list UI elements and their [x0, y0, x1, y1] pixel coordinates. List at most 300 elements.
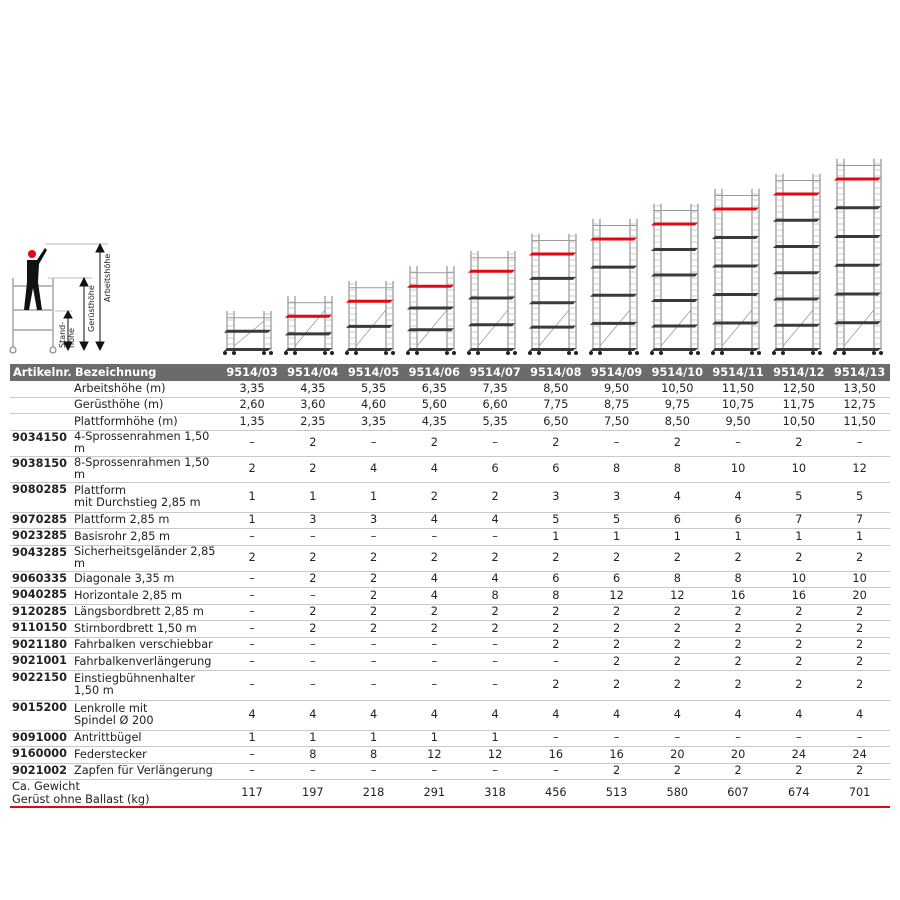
wheel-icon [720, 351, 724, 355]
quantity-cell: 2,35 [282, 414, 343, 431]
article-number: 9040285 [10, 588, 72, 605]
quantity-cell: – [222, 431, 283, 457]
article-number: 9022150 [10, 671, 72, 701]
arbeitshoehe-label: Arbeitshöhe [103, 253, 112, 302]
quantity-cell: 2 [768, 671, 829, 701]
platform [590, 294, 637, 297]
quantity-cell: 2 [768, 546, 829, 572]
quantity-cell: 4 [222, 701, 283, 731]
table-row [10, 546, 890, 572]
wheel-icon [659, 351, 663, 355]
quantity-cell: 11,75 [768, 398, 829, 415]
wheel-icon [384, 351, 388, 355]
wheel-icon [842, 351, 846, 355]
quantity-cell: 2 [647, 546, 708, 572]
quantity-cell: 5,35 [465, 414, 526, 431]
platform [468, 297, 515, 300]
quantity-cell: 2 [465, 546, 526, 572]
quantity-cell: 8 [343, 747, 404, 764]
quantity-cell: 2 [768, 621, 829, 638]
quantity-cell: 1 [586, 529, 647, 546]
weight-cell: 218 [343, 780, 404, 808]
quantity-cell: 2 [708, 654, 769, 671]
top-platform [468, 270, 515, 273]
header-bezeichnung: Bezeichnung [72, 364, 222, 381]
wheel-icon [711, 351, 715, 355]
quantity-cell: 2 [465, 621, 526, 638]
part-name: Basisrohr 2,85 m [72, 529, 222, 546]
table-row [10, 414, 890, 431]
wheel-icon [513, 351, 517, 355]
quantity-cell: 2 [404, 621, 465, 638]
table-row [10, 764, 890, 781]
article-number: 9043285 [10, 546, 72, 572]
quantity-cell: 20 [647, 747, 708, 764]
quantity-cell: 2 [586, 638, 647, 655]
quantity-cell: – [282, 764, 343, 781]
quantity-cell: 2 [586, 764, 647, 781]
scaffold-illustrations [0, 150, 900, 360]
quantity-cell: 2 [282, 546, 343, 572]
quantity-cell: 1 [768, 529, 829, 546]
quantity-cell: 4 [829, 701, 890, 731]
table-row [10, 513, 890, 530]
quantity-cell: – [404, 671, 465, 701]
quantity-cell: – [222, 605, 283, 622]
quantity-cell: 2 [829, 605, 890, 622]
quantity-cell: – [465, 638, 526, 655]
quantity-cell: 2 [708, 638, 769, 655]
quantity-cell: 8 [282, 747, 343, 764]
part-name: Sicherheitsgeländer 2,85 m [72, 546, 222, 572]
wheel-icon [293, 351, 297, 355]
quantity-cell: 2 [647, 431, 708, 457]
quantity-cell: – [708, 731, 769, 748]
platform [651, 274, 698, 277]
quantity-cell: 6 [525, 457, 586, 483]
quantity-cell: 2 [343, 546, 404, 572]
quantity-cell: – [465, 764, 526, 781]
header-model: 9514/05 [343, 364, 404, 381]
quantity-cell: – [465, 529, 526, 546]
quantity-cell: 11,50 [829, 414, 890, 431]
platform [407, 328, 454, 331]
article-number: 9015200 [10, 701, 72, 731]
quantity-cell: 16 [586, 747, 647, 764]
part-name: Stirnbordbrett 1,50 m [72, 621, 222, 638]
platform [712, 322, 759, 325]
quantity-cell: 8,50 [647, 414, 708, 431]
scaffold-drawing [833, 159, 883, 355]
article-number: 9021002 [10, 764, 72, 781]
quantity-cell: 8 [586, 457, 647, 483]
quantity-cell: 10,75 [708, 398, 769, 415]
top-platform [285, 315, 332, 318]
quantity-cell: 7,75 [525, 398, 586, 415]
quantity-cell: 3 [282, 513, 343, 530]
platform [773, 271, 820, 274]
scaffold-drawing [650, 204, 700, 355]
table-row [10, 572, 890, 589]
quantity-cell: 2 [647, 638, 708, 655]
quantity-cell: 3,60 [282, 398, 343, 415]
article-number: 9060335 [10, 572, 72, 589]
quantity-cell: 2 [829, 621, 890, 638]
quantity-cell: – [222, 638, 283, 655]
table-row [10, 588, 890, 605]
quantity-cell: 1 [465, 731, 526, 748]
quantity-cell: – [465, 671, 526, 701]
wheel-icon [635, 351, 639, 355]
header-model: 9514/07 [465, 364, 526, 381]
quantity-cell: 2 [829, 764, 890, 781]
top-platform [590, 238, 637, 241]
header-model: 9514/12 [768, 364, 829, 381]
quantity-cell: 3 [586, 483, 647, 513]
quantity-cell: 1 [647, 529, 708, 546]
quantity-cell: 12,50 [768, 381, 829, 398]
quantity-cell: 16 [525, 747, 586, 764]
part-name: Gerüsthöhe (m) [72, 398, 222, 415]
table-row [10, 529, 890, 546]
quantity-cell: 1 [282, 731, 343, 748]
wheel-icon [598, 351, 602, 355]
table-row [10, 605, 890, 622]
quantity-cell: 6 [708, 513, 769, 530]
table-row [10, 731, 890, 748]
wheel-icon [223, 351, 227, 355]
quantity-cell: 11,50 [708, 381, 769, 398]
wheel-icon [628, 351, 632, 355]
table-row [10, 457, 890, 483]
quantity-cell: 4 [708, 483, 769, 513]
quantity-cell: 4 [647, 701, 708, 731]
wheel-icon [262, 351, 266, 355]
quantity-cell: 2 [768, 431, 829, 457]
quantity-cell: 16 [768, 588, 829, 605]
quantity-cell: 10,50 [768, 414, 829, 431]
quantity-cell: 2 [282, 605, 343, 622]
quantity-cell: – [282, 638, 343, 655]
quantity-cell: 4 [404, 572, 465, 589]
quantity-cell: 2 [404, 605, 465, 622]
platform [773, 219, 820, 222]
quantity-cell: – [768, 731, 829, 748]
platform [651, 299, 698, 302]
quantity-cell: 9,50 [586, 381, 647, 398]
quantity-cell: 6,35 [404, 381, 465, 398]
part-name: Plattformhöhe (m) [72, 414, 222, 431]
wheel-icon [567, 351, 571, 355]
quantity-cell: – [465, 654, 526, 671]
quantity-cell: – [829, 731, 890, 748]
part-name: Plattform 2,85 m [72, 513, 222, 530]
quantity-cell: 1 [222, 513, 283, 530]
quantity-cell: 8 [465, 588, 526, 605]
platform [590, 322, 637, 325]
wheel-icon [589, 351, 593, 355]
wheel-icon [811, 351, 815, 355]
top-platform [834, 178, 881, 181]
header-model: 9514/08 [525, 364, 586, 381]
quantity-cell: 8 [708, 572, 769, 589]
wheel-icon [345, 351, 349, 355]
part-name: Federstecker [72, 747, 222, 764]
table-header [10, 364, 890, 381]
part-name: Diagonale 3,35 m [72, 572, 222, 589]
platform [834, 321, 881, 324]
quantity-cell: 7,35 [465, 381, 526, 398]
part-name: Horizontale 2,85 m [72, 588, 222, 605]
table-row [10, 483, 890, 513]
wheel-icon [406, 351, 410, 355]
top-platform [529, 253, 576, 256]
quantity-cell: 12 [647, 588, 708, 605]
quantity-cell: 2 [343, 572, 404, 589]
quantity-cell: – [586, 731, 647, 748]
quantity-cell: 4 [404, 701, 465, 731]
wheel-icon [818, 351, 822, 355]
quantity-cell: 6 [647, 513, 708, 530]
platform [834, 235, 881, 238]
quantity-cell: 8 [647, 572, 708, 589]
quantity-cell: – [222, 529, 283, 546]
quantity-cell: 2 [647, 621, 708, 638]
table-row [10, 398, 890, 415]
quantity-cell: – [708, 431, 769, 457]
quantity-cell: 2 [465, 605, 526, 622]
quantity-cell: 8 [525, 588, 586, 605]
quantity-cell: 2 [647, 605, 708, 622]
quantity-cell: 2 [282, 572, 343, 589]
quantity-cell: 10 [768, 572, 829, 589]
quantity-cell: 2 [282, 457, 343, 483]
quantity-cell: 4,35 [404, 414, 465, 431]
wheel-icon [284, 351, 288, 355]
quantity-cell: 4,35 [282, 381, 343, 398]
quantity-cell: 1 [404, 731, 465, 748]
quantity-cell: 2 [525, 431, 586, 457]
wheel-icon [537, 351, 541, 355]
quantity-cell: – [222, 747, 283, 764]
quantity-cell: 2 [708, 546, 769, 572]
weight-cell: 117 [222, 780, 283, 808]
quantity-cell: 8,75 [586, 398, 647, 415]
quantity-cell: 2 [708, 621, 769, 638]
wheel-icon [696, 351, 700, 355]
part-name: Lenkrolle mit Spindel Ø 200 [72, 701, 222, 731]
quantity-cell: 2 [768, 654, 829, 671]
quantity-cell: 2 [465, 483, 526, 513]
quantity-cell: 6,60 [465, 398, 526, 415]
quantity-cell: 3 [525, 483, 586, 513]
article-number: 9091000 [10, 731, 72, 748]
quantity-cell: – [282, 654, 343, 671]
article-number: 9021001 [10, 654, 72, 671]
table-row [10, 654, 890, 671]
weight-row [10, 780, 890, 808]
quantity-cell: 6 [525, 572, 586, 589]
quantity-cell: 24 [768, 747, 829, 764]
header-model: 9514/06 [404, 364, 465, 381]
quantity-cell: 2 [525, 605, 586, 622]
table-row [10, 671, 890, 701]
wheel-icon [391, 351, 395, 355]
platform [834, 293, 881, 296]
quantity-cell: – [525, 654, 586, 671]
quantity-cell: 2 [647, 671, 708, 701]
table-row [10, 621, 890, 638]
platform [712, 236, 759, 239]
quantity-cell: 2 [525, 638, 586, 655]
quantity-cell: 2 [343, 621, 404, 638]
quantity-cell: 2 [282, 621, 343, 638]
quantity-cell: 2 [647, 654, 708, 671]
quantity-cell: 2 [343, 605, 404, 622]
quantity-cell: 6,50 [525, 414, 586, 431]
scaffold-drawing [223, 311, 273, 355]
quantity-cell: – [343, 764, 404, 781]
wheel-icon [354, 351, 358, 355]
platform [712, 293, 759, 296]
quantity-cell: 2 [586, 671, 647, 701]
platform [773, 298, 820, 301]
part-name: Fahrbalken verschiebbar [72, 638, 222, 655]
quantity-cell: 1 [343, 483, 404, 513]
wheel-icon [574, 351, 578, 355]
quantity-cell: 4 [343, 457, 404, 483]
quantity-cell: 1 [282, 483, 343, 513]
quantity-cell: – [222, 572, 283, 589]
quantity-cell: 5 [586, 513, 647, 530]
platform [712, 265, 759, 268]
top-platform [712, 208, 759, 211]
quantity-cell: – [343, 529, 404, 546]
quantity-cell: 2 [343, 588, 404, 605]
parts-table [10, 364, 890, 808]
weight-cell: 197 [282, 780, 343, 808]
quantity-cell: – [343, 638, 404, 655]
quantity-cell: – [222, 588, 283, 605]
quantity-cell: – [586, 431, 647, 457]
quantity-cell: – [222, 654, 283, 671]
quantity-cell: – [282, 588, 343, 605]
weight-cell: 291 [404, 780, 465, 808]
quantity-cell: 2 [404, 431, 465, 457]
quantity-cell: 8,50 [525, 381, 586, 398]
wheel-icon [872, 351, 876, 355]
platform [285, 332, 332, 335]
article-number: 9110150 [10, 621, 72, 638]
table-row [10, 747, 890, 764]
scaffold-drawing [467, 251, 517, 355]
quantity-cell: 4 [768, 701, 829, 731]
part-name: Arbeitshöhe (m) [72, 381, 222, 398]
quantity-cell: 7,50 [586, 414, 647, 431]
quantity-cell: – [829, 431, 890, 457]
quantity-cell: 1 [343, 731, 404, 748]
quantity-cell: 4 [404, 457, 465, 483]
wheel-icon [476, 351, 480, 355]
article-number: 9038150 [10, 457, 72, 483]
quantity-cell: 2 [282, 431, 343, 457]
wheel-icon [415, 351, 419, 355]
table-row [10, 431, 890, 457]
quantity-cell: – [465, 431, 526, 457]
part-name: Fahrbalkenverlängerung [72, 654, 222, 671]
scaffold-drawing [406, 266, 456, 355]
wheel-icon [330, 351, 334, 355]
quantity-cell: – [282, 529, 343, 546]
part-name: Plattform mit Durchstieg 2,85 m [72, 483, 222, 513]
quantity-cell: – [404, 638, 465, 655]
quantity-cell: – [343, 654, 404, 671]
article-number: 9034150 [10, 431, 72, 457]
header-model: 9514/04 [282, 364, 343, 381]
quantity-cell: – [404, 654, 465, 671]
table-row [10, 381, 890, 398]
wheel-icon [445, 351, 449, 355]
quantity-cell: 4 [586, 701, 647, 731]
platform [529, 301, 576, 304]
quantity-cell: 13,50 [829, 381, 890, 398]
article-number [10, 414, 72, 431]
quantity-cell: 3,35 [222, 381, 283, 398]
wheel-icon [781, 351, 785, 355]
wheel-icon [879, 351, 883, 355]
quantity-cell: 1 [222, 483, 283, 513]
scaffold-drawing [772, 174, 822, 355]
article-number: 9080285 [10, 483, 72, 513]
quantity-cell: 12 [586, 588, 647, 605]
quantity-cell: – [404, 529, 465, 546]
scaffold-drawing [589, 219, 639, 355]
quantity-cell: 2 [222, 546, 283, 572]
quantity-cell: 9,75 [647, 398, 708, 415]
top-platform [651, 223, 698, 226]
quantity-cell: 5,60 [404, 398, 465, 415]
scaffold-drawing [711, 189, 761, 355]
quantity-cell: 4 [404, 513, 465, 530]
quantity-cell: 9,50 [708, 414, 769, 431]
weight-cell: 456 [525, 780, 586, 808]
article-number: 9120285 [10, 605, 72, 622]
quantity-cell: 2 [829, 546, 890, 572]
quantity-cell: 1,35 [222, 414, 283, 431]
quantity-cell: – [222, 671, 283, 701]
quantity-cell: 12 [404, 747, 465, 764]
quantity-cell: 2 [829, 638, 890, 655]
quantity-cell: 1 [829, 529, 890, 546]
quantity-cell: 2 [829, 671, 890, 701]
quantity-cell: 2 [708, 605, 769, 622]
quantity-cell: 2 [586, 546, 647, 572]
part-name: 8-Sprossenrahmen 1,50 m [72, 457, 222, 483]
quantity-cell: 2 [586, 605, 647, 622]
quantity-cell: 2 [829, 654, 890, 671]
quantity-cell: 1 [708, 529, 769, 546]
quantity-cell: 2 [708, 671, 769, 701]
quantity-cell: 1 [525, 529, 586, 546]
wheel-icon [689, 351, 693, 355]
quantity-cell: 4 [465, 572, 526, 589]
wheel-icon [467, 351, 471, 355]
quantity-cell: 2,60 [222, 398, 283, 415]
platform [468, 323, 515, 326]
article-number: 9021180 [10, 638, 72, 655]
article-number: 9070285 [10, 513, 72, 530]
platform [529, 326, 576, 329]
